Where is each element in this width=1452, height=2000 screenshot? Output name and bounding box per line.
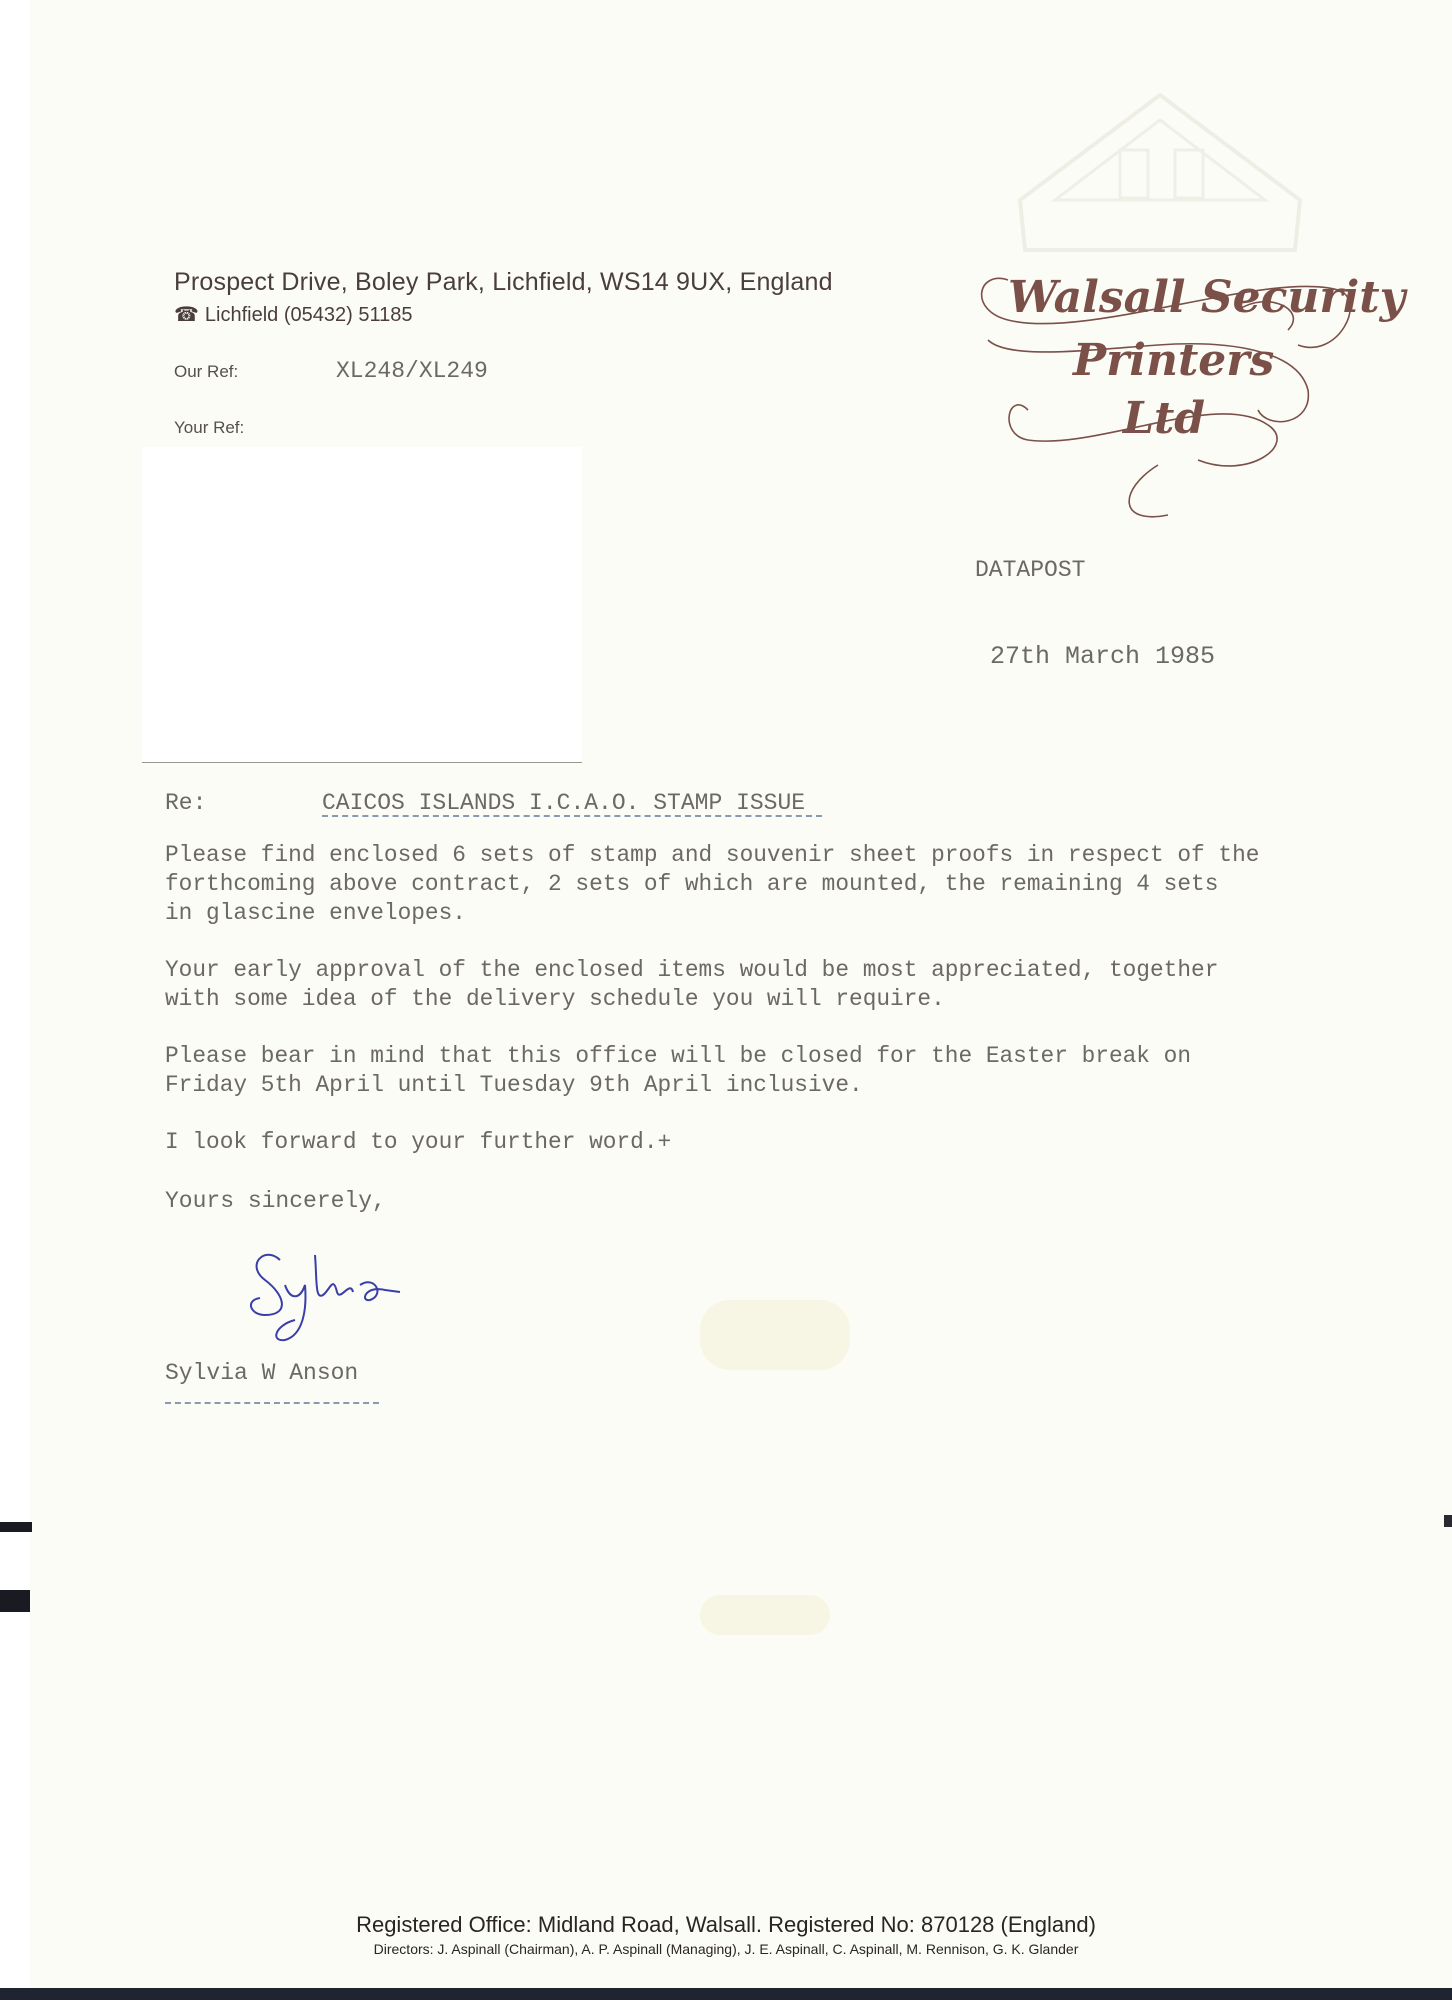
our-ref-label: Our Ref: xyxy=(174,362,239,381)
our-ref-value: XL248/XL249 xyxy=(336,358,488,384)
subject-underline xyxy=(322,815,822,817)
telephone-icon: ☎ xyxy=(174,304,199,326)
letter-date: 27th March 1985 xyxy=(990,642,1216,671)
body-paragraph: Please find enclosed 6 sets of stamp and souvenir sheet proofs in respect of the forthcoming above contract, 2 sets of which are mounted, the remaining 4 sets in glascine envelopes. xyxy=(165,842,1260,926)
scan-edge-mark xyxy=(1444,1515,1452,1527)
scan-left-margin xyxy=(0,0,30,2000)
signature-text: Sylvia xyxy=(235,1240,238,1241)
signer-name: Sylvia W Anson xyxy=(165,1360,359,1386)
directors-list: Directors: J. Aspinall (Chairman), A. P. Aspinall (Managing), J. E. Aspinall, C. Aspinall, M. Rennison, G. K. Glander xyxy=(373,1941,1079,1957)
scan-edge-mark xyxy=(0,1522,32,1532)
your-ref-label: Your Ref: xyxy=(174,418,245,437)
paper-stain xyxy=(700,1300,850,1370)
body-paragraph: I look forward to your further word.+ xyxy=(165,1129,672,1155)
handwritten-signature xyxy=(235,1240,405,1350)
letterhead-phone xyxy=(174,302,412,327)
logo-line-2: Printers xyxy=(1073,335,1275,386)
embossed-seal-icon xyxy=(1010,90,1310,255)
delivery-method: DATAPOST xyxy=(975,557,1086,583)
redacted-address-block xyxy=(142,447,582,762)
company-logo xyxy=(968,250,1406,525)
scan-bottom-edge xyxy=(0,1988,1452,2000)
signer-underline xyxy=(165,1402,379,1404)
paper-stain xyxy=(700,1595,830,1635)
body-paragraph: Your early approval of the enclosed items would be most appreciated, together with some idea of the delivery schedule you will require. xyxy=(165,957,1219,1012)
phone-number: Lichfield (05432) 51185 xyxy=(204,304,413,326)
address-divider xyxy=(142,762,582,763)
subject-line: CAICOS ISLANDS I.C.A.O. STAMP ISSUE xyxy=(322,790,806,816)
registered-office: Registered Office: Midland Road, Walsall. Registered No: 870128 (England) xyxy=(356,1912,1096,1937)
subject-label: Re: xyxy=(165,790,207,816)
letterhead-address: Prospect Drive, Boley Park, Lichfield, WS14 9UX, England xyxy=(174,268,833,296)
logo-line-1: Walsall Security xyxy=(1008,272,1406,323)
body-paragraph: Please bear in mind that this office will be closed for the Easter break on Friday 5th April until Tuesday 9th April inclusive. xyxy=(165,1043,1192,1098)
scan-edge-mark xyxy=(0,1590,30,1612)
closing-salutation: Yours sincerely, xyxy=(165,1188,386,1214)
logo-line-3: Ltd xyxy=(1123,393,1206,444)
